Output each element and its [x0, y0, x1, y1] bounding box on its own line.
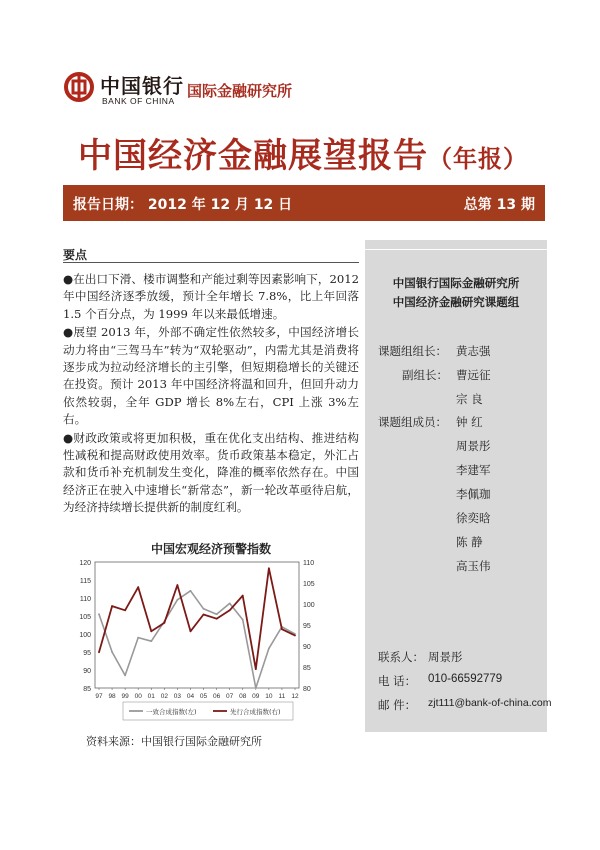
logo-english-text: BANK OF CHINA — [102, 96, 175, 106]
report-title-main: 中国经济金融展望报告 — [78, 136, 428, 176]
key-points-heading: 要点 — [63, 248, 88, 262]
logo-chinese-text: 中国银行 — [100, 74, 184, 98]
legend-label: 先行合成指数(右) — [230, 708, 281, 716]
series-line — [99, 568, 295, 669]
y-right-tick-label: 85 — [303, 665, 311, 672]
x-tick-label: 00 — [134, 693, 142, 700]
data-point — [255, 687, 257, 689]
date-bar — [63, 185, 545, 221]
y-left-tick-label: 105 — [79, 614, 91, 621]
data-point — [242, 619, 244, 621]
data-point — [229, 609, 231, 611]
team-member: 曹远征 — [456, 368, 491, 382]
data-point — [137, 586, 139, 588]
x-tick-label: 98 — [108, 693, 116, 700]
team-label: 课题组组长： — [378, 344, 447, 358]
data-point — [111, 605, 113, 607]
phone-number: 010-66592779 — [428, 673, 503, 685]
data-point — [229, 603, 231, 605]
bank-of-china-logo-icon — [64, 72, 94, 102]
data-point — [268, 567, 270, 569]
data-point — [177, 599, 179, 601]
data-point — [294, 635, 296, 637]
team-member: 高玉伟 — [456, 559, 491, 573]
x-tick-label: 01 — [147, 693, 155, 700]
x-tick-label: 11 — [278, 693, 286, 700]
divider — [63, 262, 359, 263]
chart-source: 资料来源：中国银行国际金融研究所 — [86, 735, 262, 748]
y-right-tick-label: 95 — [303, 623, 311, 630]
key-point: ●在出口下滑、楼市调整和产能过剩等因素影响下，2012 年中国经济逐季放缓，预计全年增长 7.8%，比上年回落 1.5 个百分点，为 1999 年以来最低增速。 — [63, 272, 359, 321]
y-right-tick-label: 105 — [303, 581, 315, 588]
team-member: 宗 良 — [456, 392, 483, 406]
y-left-tick-label: 90 — [83, 668, 91, 675]
report-title-suffix: （年报） — [428, 145, 528, 173]
data-point — [137, 637, 139, 639]
data-point — [163, 622, 165, 624]
email-address: zjt111@bank-of-china.com — [428, 697, 552, 709]
data-point — [203, 608, 205, 610]
team-member: 李建军 — [456, 463, 491, 477]
x-tick-label: 12 — [291, 693, 299, 700]
data-point — [111, 651, 113, 653]
plot-frame — [95, 562, 299, 688]
y-right-tick-label: 90 — [303, 644, 311, 651]
y-left-tick-label: 100 — [79, 632, 91, 639]
y-right-tick-label: 80 — [303, 686, 311, 693]
y-left-tick-label: 85 — [83, 686, 91, 693]
data-point — [124, 609, 126, 611]
panel-org-line-1: 中国银行国际金融研究所 — [392, 276, 520, 290]
macro-warning-index-chart — [63, 556, 359, 728]
team-member: 李佩珈 — [456, 487, 491, 501]
x-tick-label: 97 — [95, 693, 103, 700]
data-point — [98, 613, 100, 615]
data-point — [242, 595, 244, 597]
legend-label: 一致合成指数(左) — [146, 708, 197, 716]
y-right-tick-label: 110 — [303, 560, 315, 567]
team-member: 钟 红 — [456, 415, 483, 429]
x-tick-label: 07 — [226, 693, 234, 700]
team-member: 徐奕晗 — [456, 511, 491, 525]
key-point: ●展望 2013 年，外部不确定性依然较多，中国经济增长动力将由“三驾马车”转为“双轮驱动”，内需尤其是消费将逐步成为拉动经济增长的主引擎，但短期稳增长的关键还在投资。预计 2013 年中国经济将温和回升，但回升动力依然较弱，全年 GDP 增长 8%左右，CPI 上涨 3%左右。 — [63, 325, 359, 427]
team-member: 周景彤 — [456, 439, 491, 453]
data-point — [255, 668, 257, 670]
key-points-body — [63, 271, 359, 518]
data-point — [150, 630, 152, 632]
y-left-tick-label: 95 — [83, 650, 91, 657]
data-point — [177, 584, 179, 586]
data-point — [203, 614, 205, 616]
x-tick-label: 02 — [160, 693, 168, 700]
team-label: 课题组成员： — [378, 415, 447, 429]
team-member: 黄志强 — [456, 344, 491, 358]
key-point: ●财政政策或将更加积极，重在优化支出结构、推进结构性减税和提高财政使用效率。货币政策基本稳定，外汇占款和货币补充机制发生变化，降准的概率依然存在。中国经济正在驶入中速增长“新常态”，新一轮改革亟待启航，为经济持续增长提供新的制度红利。 — [63, 430, 359, 515]
report-date: 报告日期： 2012 年 12 月 12 日 — [73, 197, 293, 213]
data-point — [281, 628, 283, 630]
data-point — [190, 590, 192, 592]
contact-person-label: 联系人： — [378, 650, 424, 664]
data-point — [190, 630, 192, 632]
issue-number: 总第 13 期 — [463, 197, 535, 213]
panel-org-line-2: 中国经济金融研究课题组 — [392, 295, 520, 309]
team-member: 陈 静 — [456, 535, 483, 549]
x-tick-label: 99 — [121, 693, 129, 700]
x-tick-label: 06 — [212, 693, 221, 700]
x-tick-label: 10 — [265, 693, 273, 700]
panel-divider — [365, 249, 547, 250]
data-point — [98, 651, 100, 653]
y-left-tick-label: 120 — [79, 560, 91, 567]
institute-name: 国际金融研究所 — [187, 82, 293, 100]
x-tick-label: 08 — [239, 693, 247, 700]
x-tick-label: 05 — [199, 693, 208, 700]
phone-label: 电 话： — [378, 674, 417, 688]
y-left-tick-label: 110 — [79, 596, 91, 603]
y-left-tick-label: 115 — [79, 578, 91, 585]
data-point — [124, 675, 126, 677]
contact-person: 周景彤 — [428, 650, 463, 664]
email-label: 邮 件： — [378, 698, 417, 712]
chart-title: 中国宏观经济预警指数 — [150, 542, 271, 556]
y-right-tick-label: 100 — [303, 602, 315, 609]
x-tick-label: 09 — [252, 693, 260, 700]
x-tick-label: 03 — [173, 693, 182, 700]
data-point — [268, 648, 270, 650]
data-point — [216, 618, 218, 620]
x-tick-label: 04 — [186, 693, 195, 700]
report-title — [78, 128, 528, 177]
data-point — [150, 640, 152, 642]
data-point — [216, 613, 218, 615]
team-label: 副组长： — [402, 368, 448, 382]
